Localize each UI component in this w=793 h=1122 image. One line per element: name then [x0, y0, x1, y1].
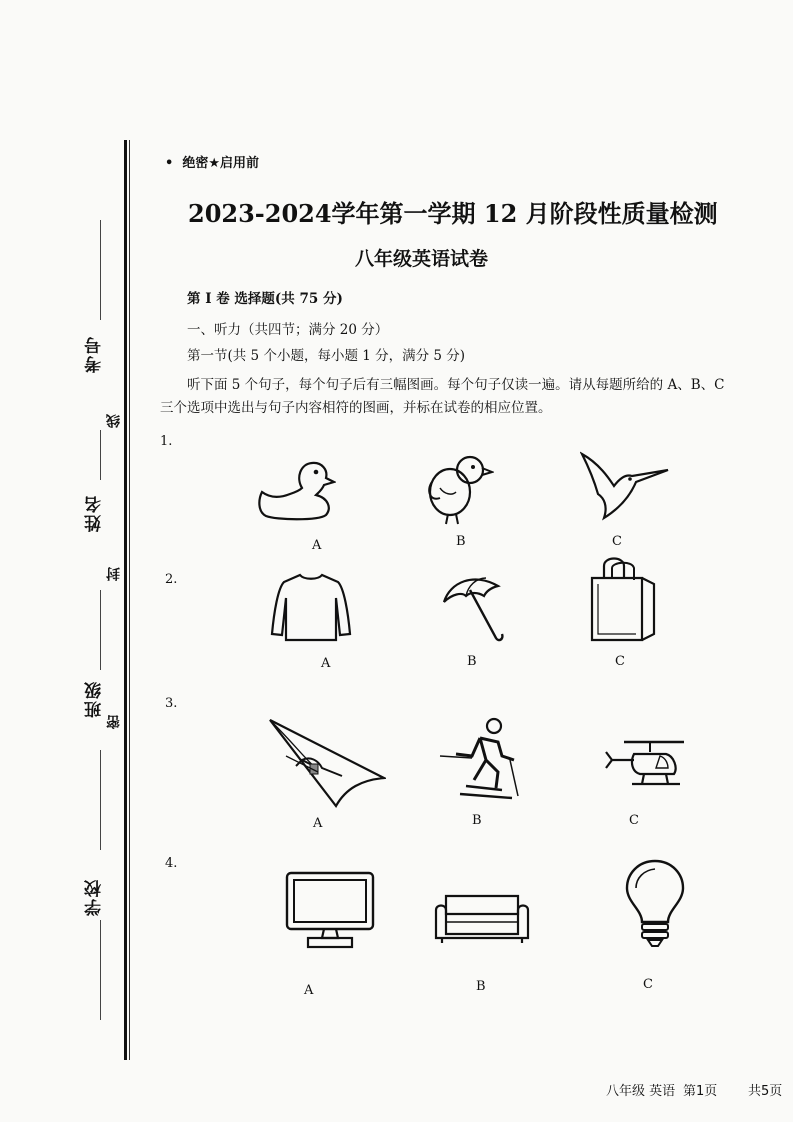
helicopter-icon: [604, 738, 686, 794]
section1-heading: 第一节(共 5 个小题，每小题 1 分，满分 5 分): [187, 348, 466, 364]
class-label: 班级: [85, 680, 105, 718]
name-field[interactable]: [100, 430, 101, 480]
binding-line-inner: [129, 140, 130, 1060]
class-field[interactable]: [100, 750, 101, 850]
q3-option-c[interactable]: C: [629, 813, 639, 828]
school-label: 学校: [85, 878, 105, 916]
hang-glider-icon: [266, 716, 386, 808]
seal-line-mark: 线: [106, 412, 122, 428]
exam-no-label: 考号: [85, 335, 105, 373]
umbrella-icon: [440, 572, 506, 642]
question-2-number: 2.: [165, 572, 178, 587]
school-field[interactable]: [100, 920, 101, 1020]
sweater-icon: [270, 572, 352, 642]
duck-icon: [256, 458, 336, 522]
exam-subtitle: 八年级英语试卷: [354, 248, 488, 270]
q4-option-a[interactable]: A: [304, 983, 314, 998]
exam-title: 2023-2024学年第一学期 12 月阶段性质量检测: [188, 199, 718, 228]
name-label: 姓名: [85, 494, 105, 532]
q2-option-c[interactable]: C: [615, 654, 625, 669]
footer-page: 第1页: [683, 1084, 718, 1099]
instruction-line1: 听下面 5 个句子，每个句子后有三幅图画。每个句子仅读一遍。请从每题所给的 A、B、C: [187, 377, 725, 393]
q3-option-b[interactable]: B: [472, 813, 482, 828]
chick-icon: [422, 452, 494, 527]
seal-seal-mark: 封: [106, 565, 122, 581]
footer-total: 共5页: [748, 1084, 783, 1099]
q4-option-b[interactable]: B: [476, 979, 486, 994]
q1-option-a[interactable]: A: [312, 538, 322, 553]
q2-option-a[interactable]: A: [321, 656, 331, 671]
instruction-line2: 三个选项中选出与句子内容相符的图画，并标在试卷的相应位置。: [160, 400, 552, 416]
monitor-icon: [284, 870, 376, 950]
skier-icon: [436, 716, 524, 802]
binding-line: [124, 140, 127, 1060]
question-3-number: 3.: [165, 696, 178, 711]
question-1-number: 1.: [160, 434, 173, 449]
q1-option-c[interactable]: C: [612, 534, 622, 549]
shopping-bag-icon: [586, 554, 658, 644]
question-4-number: 4.: [165, 856, 178, 871]
hummingbird-icon: [580, 450, 670, 522]
bullet-icon: •: [165, 156, 174, 171]
part1-heading: 第 I 卷 选择题(共 75 分): [187, 291, 343, 307]
seal-secret-mark: 密: [106, 713, 122, 729]
q4-option-c[interactable]: C: [643, 977, 653, 992]
class-field-top: [100, 590, 101, 670]
sofa-icon: [432, 892, 532, 944]
q3-option-a[interactable]: A: [313, 816, 323, 831]
confidential-mark: • 绝密★启用前: [165, 156, 260, 171]
listening-heading: 一、听力（共四节；满分 20 分）: [187, 322, 389, 338]
footer-subject: 八年级 英语: [606, 1084, 676, 1099]
q2-option-b[interactable]: B: [467, 654, 477, 669]
q1-option-b[interactable]: B: [456, 534, 466, 549]
light-bulb-icon: [624, 858, 686, 950]
